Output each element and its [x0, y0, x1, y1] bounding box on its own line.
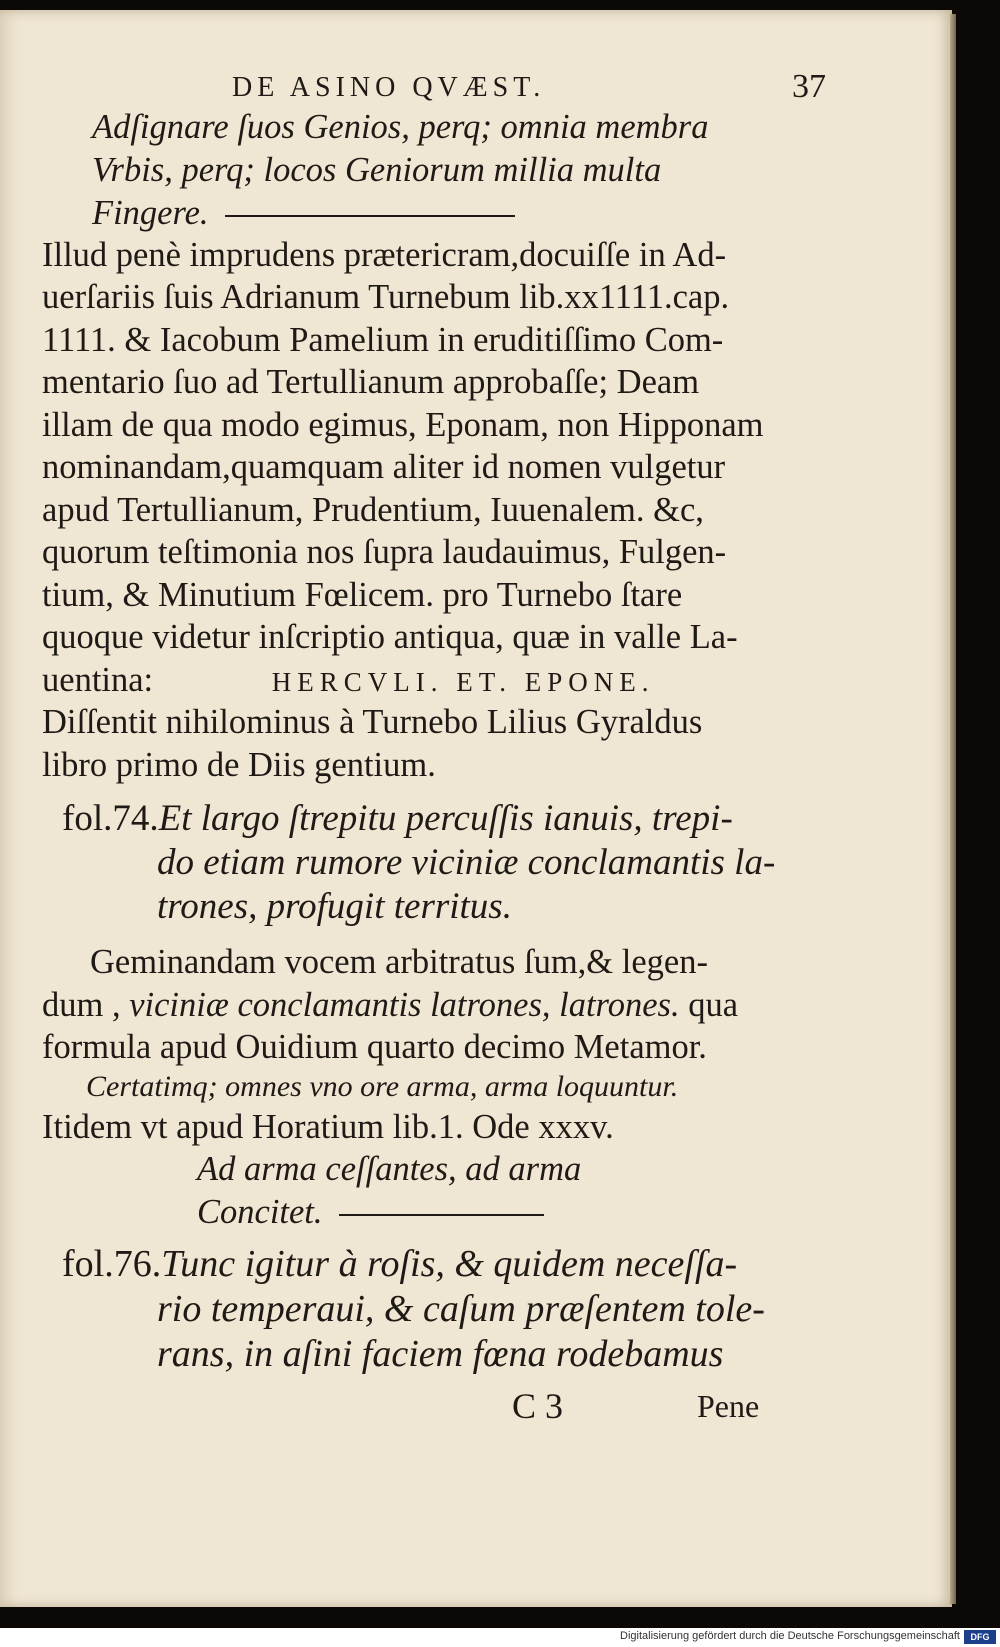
text-line: quoque videtur inſcriptio antiqua, quæ in valle La- — [42, 618, 738, 656]
text-line-part: dum , — [42, 986, 121, 1024]
book-page — [0, 10, 952, 1607]
text-line: uerſariis ſuis Adrianum Turnebum lib.xx1111.cap. — [42, 278, 730, 316]
catchword: Pene — [697, 1388, 760, 1424]
text-line: mentario ſuo ad Tertullianum approbaſſe; Deam — [42, 363, 700, 401]
text-line: apud Tertullianum, Prudentium, Iuuenalem. &c, — [42, 491, 704, 529]
text-line: nominandam,quamquam aliter id nomen vulgetur — [42, 448, 726, 486]
text-line — [62, 800, 733, 837]
text-line-part: Fingere. — [92, 194, 209, 232]
footer-bar — [0, 1628, 1000, 1647]
quoted-passage: Tunc igitur à roſis, & quidem neceſſa- — [161, 1243, 738, 1285]
text-line: do etiam rumore viciniæ conclamantis la- — [157, 842, 776, 883]
page-edge — [950, 14, 956, 1604]
page-number: 37 — [792, 68, 826, 105]
text-line: 1111. & Iacobum Pamelium in eruditiſſimo Com- — [42, 321, 724, 359]
text-line: Vrbis, perq; locos Geniorum millia multa — [92, 151, 662, 189]
text-line: quorum teſtimonia nos ſupra laudauimus, Fulgen- — [42, 533, 727, 571]
text-line-part: qua — [688, 986, 739, 1024]
text-line: libro primo de Diis gentium. — [42, 746, 436, 784]
text-line: Ad arma ceſſantes, ad arma — [197, 1150, 582, 1188]
dfg-logo: DFG — [964, 1630, 996, 1644]
text-line: Diſſentit nihilominus à Turnebo Lilius Gyraldus — [42, 703, 703, 741]
text-line — [197, 1195, 544, 1230]
text-line — [62, 1245, 737, 1283]
text-line-part: uentina: — [42, 661, 154, 699]
text-line: Illud penè imprudens prætericram,docuiſſe in Ad- — [42, 236, 727, 274]
text-line: Geminandam vocem arbitratus ſum,& legen- — [90, 943, 708, 981]
signature-mark: C 3 — [512, 1386, 564, 1426]
text-line: Itidem vt apud Horatium lib.1. Ode xxxv. — [42, 1108, 614, 1146]
inscription: HERCVLI. ET. EPONE. — [271, 667, 655, 697]
text-line: rans, in aſini faciem fœna rodebamus — [157, 1333, 724, 1375]
text-line: rio temperaui, & caſum præſentem tole- — [157, 1288, 765, 1330]
text-line: trones, profugit territus. — [157, 886, 512, 927]
folio-reference: fol.74. — [62, 798, 159, 839]
folio-reference: fol.76. — [62, 1243, 162, 1285]
quoted-passage: Et largo ſtrepitu percuſſis ianuis, trepi- — [158, 798, 733, 839]
dash-rule — [339, 1214, 544, 1216]
running-head: DE ASINO QVÆST. — [232, 72, 546, 103]
text-line: formula apud Ouidium quarto decimo Metamor. — [42, 1028, 707, 1066]
text-line — [42, 663, 655, 698]
text-line — [42, 988, 738, 1023]
funding-note: Digitalisierung gefördert durch die Deutsche Forschungsgemeinschaft — [620, 1630, 960, 1642]
text-line: Adſignare ſuos Genios, perq; omnia membra — [92, 108, 709, 146]
text-line: tium, & Minutium Fœlicem. pro Turnebo ſtare — [42, 576, 683, 614]
dash-rule — [225, 215, 515, 217]
text-line: illam de qua modo egimus, Eponam, non Hipponam — [42, 406, 764, 444]
text-line-part: Concitet. — [197, 1193, 323, 1231]
quoted-passage: viciniæ conclamantis latrones, latrones. — [129, 986, 680, 1024]
text-line — [92, 196, 515, 231]
text-line: Certatimq; omnes vno ore arma, arma loquuntur. — [86, 1070, 679, 1103]
